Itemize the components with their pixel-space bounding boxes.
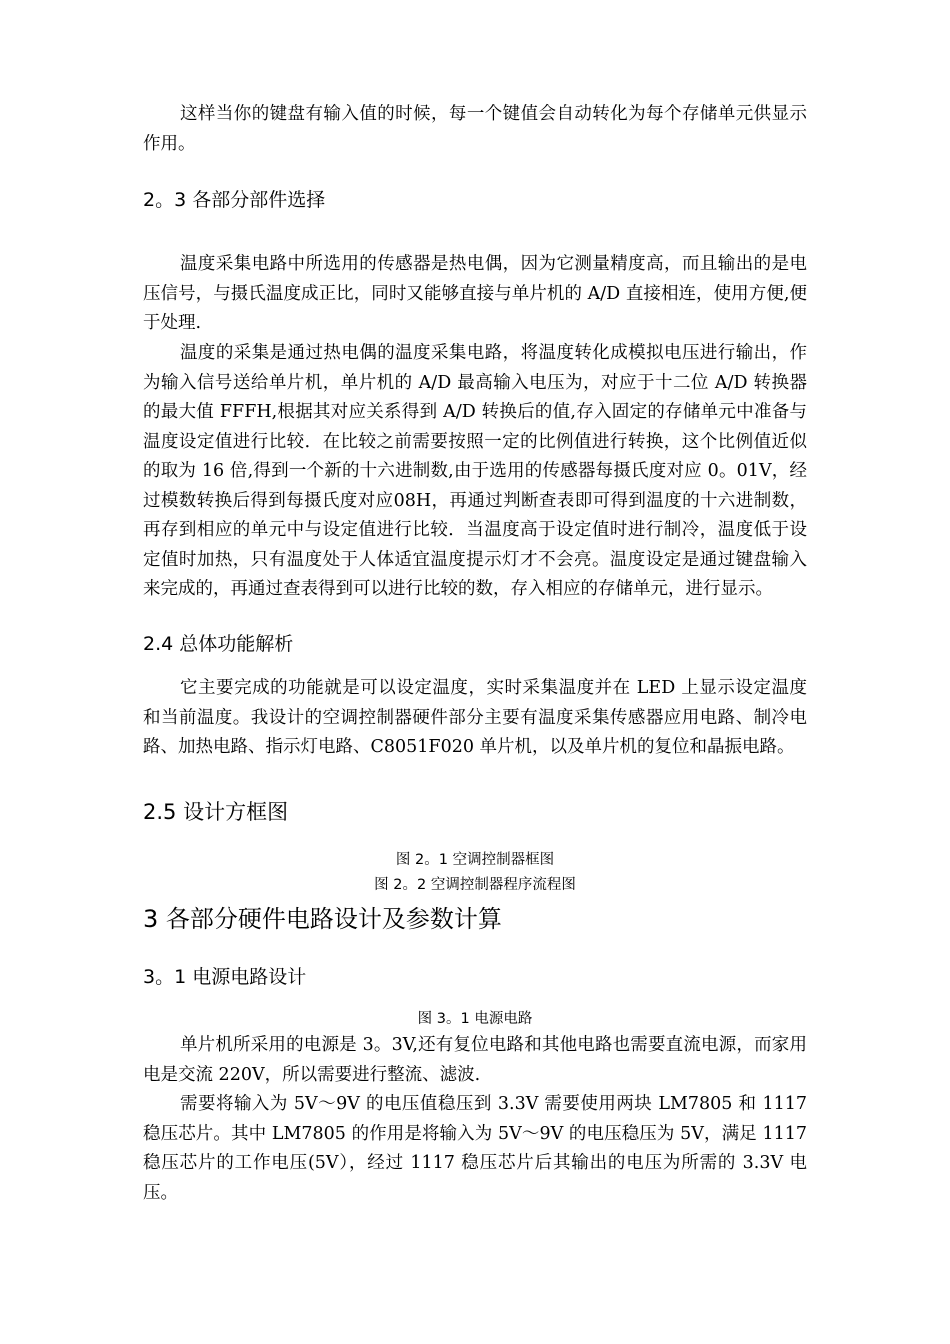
caption-figure-2-2: 图 2。2 空调控制器程序流程图 bbox=[374, 877, 576, 893]
caption-figure-3-1: 图 3。1 电源电路 bbox=[417, 1011, 533, 1027]
heading-2-3-component-selection: 2。3 各部分部件选择 bbox=[143, 189, 326, 211]
heading-3-hardware-design: 3 各部分硬件电路设计及参数计算 bbox=[143, 905, 502, 933]
heading-3-1-power-circuit: 3。1 电源电路设计 bbox=[143, 966, 307, 988]
heading-2-5-block-diagram: 2.5 设计方框图 bbox=[143, 800, 289, 824]
paragraph-main-functions: 它主要完成的功能就是可以设定温度，实时采集温度并在 LED 上显示设定温度和当前温度。我设计的空调控制器硬件部分主要有温度采集传感器应用电路、制冷电路、加热电路、指示灯电路、C8051F020 单片机，以及单片机的复位和晶振电路。 bbox=[143, 678, 807, 757]
paragraph-voltage-regulation: 需要将输入为 5V～9V 的电压值稳压到 3.3V 需要使用两块 LM7805 和 1117 稳压芯片。其中 LM7805 的作用是将输入为 5V～9V 的电压稳压为 5V，满足 1117 稳压芯片的工作电压(5V），经过 1117 稳压芯片后其输出的电压为所需的 3.3V 电压。 bbox=[143, 1094, 807, 1203]
caption-figure-2-1: 图 2。1 空调控制器框图 bbox=[395, 852, 555, 868]
paragraph-keyboard-display: 这样当你的键盘有输入值的时候，每一个键值会自动转化为每个存储单元供显示作用。 bbox=[143, 104, 807, 154]
paragraph-sensor-choice: 温度采集电路中所选用的传感器是热电偶，因为它测量精度高，而且输出的是电压信号，与摄氏温度成正比，同时又能够直接与单片机的 A/D 直接相连，使用方便,便于处理. bbox=[143, 254, 807, 333]
paragraph-temperature-acquisition: 温度的采集是通过热电偶的温度采集电路，将温度转化成模拟电压进行输出，作为输入信号送给单片机，单片机的 A/D 最高输入电压为，对应于十二位 A/D 转换器的最大值 FFFH,根据其对应关系得到 A/D 转换后的值,存入固定的存储单元中准备与温度设定值进行比较．在比较之前需要按照一定的比例值进行转换，这个比例值近似的取为 16 倍,得到一个新的十六进制数,由于选用的传感器每摄氏度对应 0。01V，经过模数转换后得到每摄氏度对应08H，再通过判断查表即可得到温度的十六进制数，再存到相应的单元中与设定值进行比较．当温度高于设定值时进行制冷，温度低于设定值时加热，只有温度处于人体适宜温度提示灯才不会亮。温度设定是通过键盘输入来完成的，再通过查表得到可以进行比较的数，存入相应的存储单元，进行显示。 bbox=[143, 343, 807, 599]
paragraph-power-supply: 单片机所采用的电源是 3。3V,还有复位电路和其他电路也需要直流电源，而家用电是交流 220V，所以需要进行整流、滤波. bbox=[143, 1035, 807, 1085]
heading-2-4-function-analysis: 2.4 总体功能解析 bbox=[143, 633, 294, 655]
